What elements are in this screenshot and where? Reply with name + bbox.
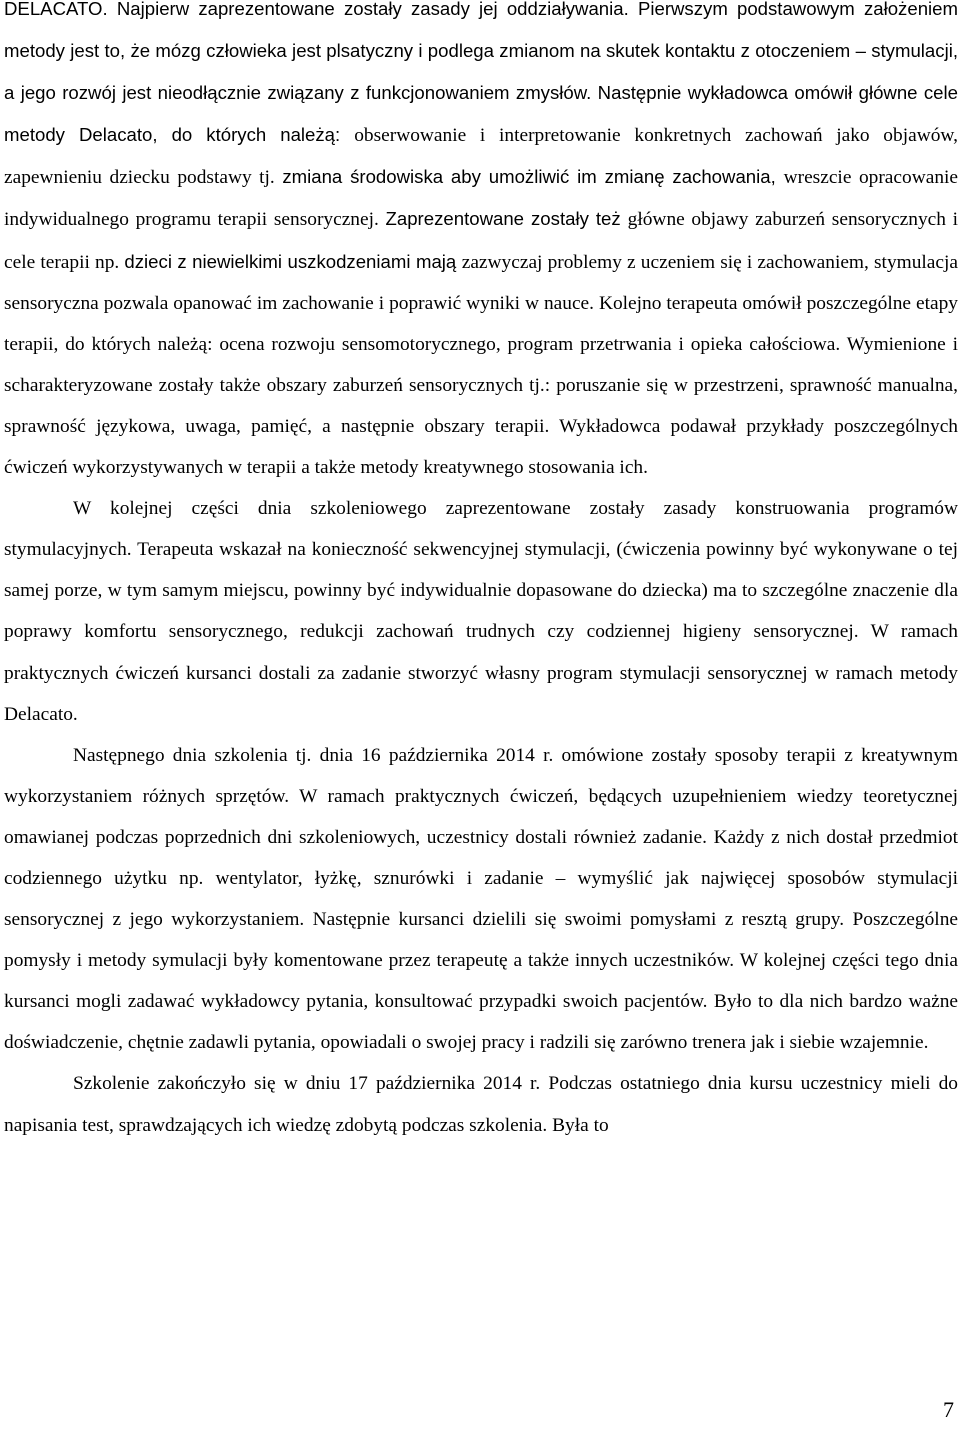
document-body <box>4 0 958 1146</box>
paragraph-delacato-method <box>4 0 958 488</box>
text-segment: W kolejnej części dnia szkoleniowego zaprezentowane zostały zasady konstruowania programów stymulacyjnych. Terapeuta wskazał na konieczność sekwencyjnej stymulacji, (ćwiczenia powinny być wykonywane o tej samej porze, w tym samym miejscu, powinny być indywidualnie dopasowane do dziecka) ma to szczególne znaczenie dla poprawy komfortu sensorycznego, redukcji zachowań trudnych czy codziennej higieny sensorycznej. W ramach praktycznych ćwiczeń kursanci dostali za zadanie stworzyć własny program stymulacji sensorycznej w ramach metody Delacato. <box>4 498 958 725</box>
text-segment: główne objawy zaburzeń sensorycznych i cele terapii np. <box>4 209 958 273</box>
text-segment: DELACATO. Najpierw zaprezentowane zostały zasady jej oddziaływania. Pierwszym podstawowym założeniem metody jest to, że mózg człowieka jest plsatyczny i podlega zmianom na skutek kontaktu z otoczeniem – stymulacji, a jego rozwój jest nieodłącznie związany z funkcjonowaniem zmysłów. Następnie wykładowca omówił główne cele metody Delacato, do których należą: <box>4 0 958 146</box>
page-number: 7 <box>943 1397 954 1422</box>
paragraph-stimulation-programs <box>4 488 958 735</box>
text-segment: Zaprezentowane zostały też <box>385 208 628 230</box>
text-segment: dzieci z niewielkimi uszkodzeniami mają <box>124 250 462 272</box>
text-segment: Szkolenie zakończyło się w dniu 17 października 2014 r. Podczas ostatniego dnia kursu uczestnicy mieli do napisania test, sprawdzających ich wiedzę zdobytą podczas szkolenia. Była to <box>4 1073 958 1136</box>
paragraph-training-end <box>4 1063 958 1145</box>
text-segment: zazwyczaj problemy z uczeniem się i zachowaniem, stymulacja sensoryczna pozwala opanować im zachowanie i poprawić wyniki w nauce. Kolejno terapeuta omówił poszczególne etapy terapii, do których należą: ocena rozwoju sensomotorycznego, program przetrwania i opieka całościowa. Wymienione i scharakteryzowane zostały także obszary zaburzeń sensorycznych tj.: poruszanie się w przestrzeni, sprawność manualna, sprawność językowa, uwaga, pamięć, a następnie obszary terapii. Wykładowca podawał przykłady poszczególnych ćwiczeń wykorzystywanych w terapii a także metody kreatywnego stosowania ich. <box>4 251 959 479</box>
text-segment: wreszcie opracowanie indywidualnego programu terapii sensorycznej. <box>4 167 959 231</box>
paragraph-next-training-day <box>4 735 958 1064</box>
text-segment: Następnego dnia szkolenia tj. dnia 16 października 2014 r. omówione zostały sposoby terapii z kreatywnym wykorzystaniem różnych sprzętów. W ramach praktycznych ćwiczeń, będących uzupełnieniem wiedzy teoretycznej omawianej podczas poprzednich dni szkoleniowych, uczestnicy dostali również zadanie. Każdy z nich dostał przedmiot codziennego użytku np. wentylator, łyżkę, sznurówki i zadanie – wymyślić jak najwięcej sposobów stymulacji sensorycznej z jego wykorzystaniem. Następnie kursanci dzielili się swoimi pomysłami z resztą grupy. Poszczególne pomysły i metody symulacji były komentowane przez terapeutę a także innych uczestników. W kolejnej części tego dnia kursanci mogli zadawać wykładowcy pytania, konsultować przypadki swoich pacjentów. Było to dla nich bardzo ważne doświadczenie, chętnie zadawli pytania, opowiadali o swojej pracy i radzili się zarówno trenera jak i siebie wzajemnie. <box>4 744 958 1054</box>
text-segment: obserwowanie i interpretowanie konkretnych zachowań jako objawów, zapewnieniu dziecku podstawy tj. <box>4 125 958 189</box>
text-segment: zmiana środowiska aby umożliwić im zmianę zachowania, <box>282 166 784 188</box>
